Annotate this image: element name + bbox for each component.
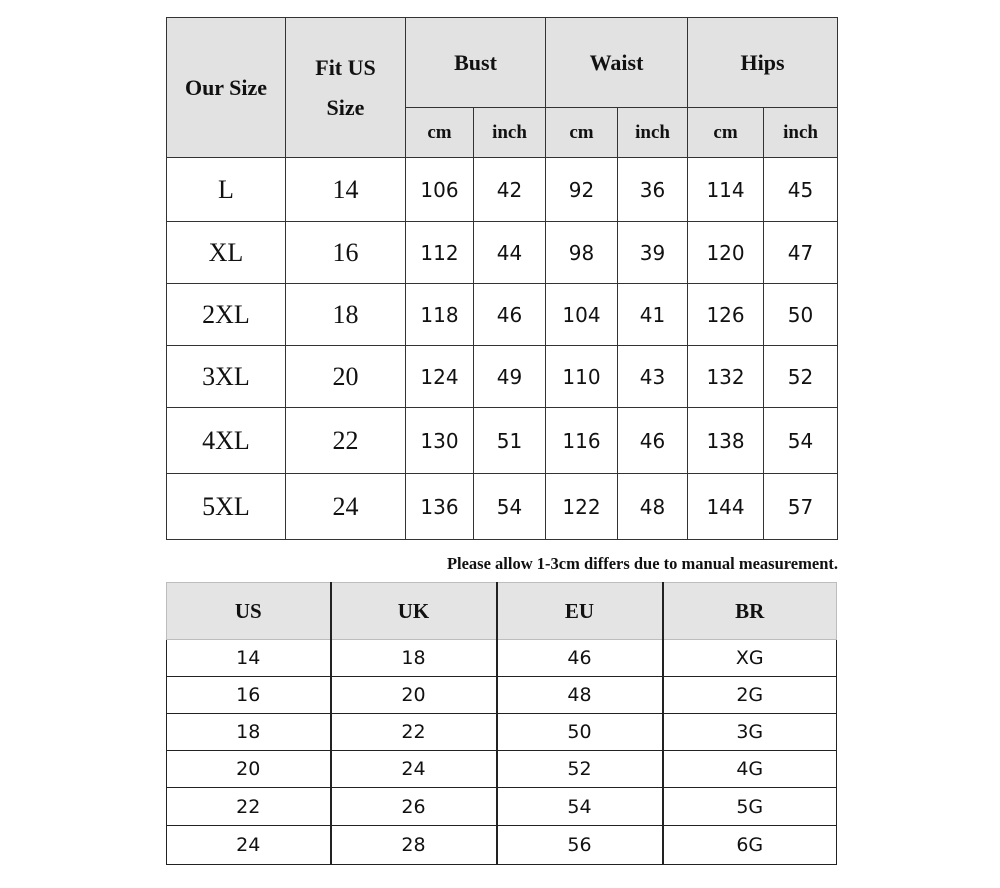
measurement-note: Please allow 1-3cm differs due to manual measurement. [446,554,838,573]
waist-inch-cell: 39 [618,222,688,284]
uk-cell: 26 [331,788,497,826]
bust-cm-cell: 112 [406,222,474,284]
us-size-cell: 22 [286,408,406,474]
size-row [167,158,838,222]
eu-cell: 52 [497,751,663,788]
us-size-cell: 18 [286,284,406,346]
size-cell: L [167,158,286,222]
hips-inch-cell: 54 [764,408,838,474]
conversion-row [167,640,837,677]
conversion-row [167,788,837,826]
br-cell: XG [663,640,837,677]
us-size-cell: 16 [286,222,406,284]
waist-cm-cell: 122 [546,474,618,540]
size-cell: 3XL [167,346,286,408]
header-eu: EU [497,583,663,640]
header-uk: UK [331,583,497,640]
eu-cell: 50 [497,714,663,751]
size-chart-body [167,158,838,540]
conversion-row [167,751,837,788]
size-row [167,284,838,346]
bust-cm-cell: 106 [406,158,474,222]
header-bust-cm: cm [406,108,474,158]
us-cell: 18 [167,714,331,751]
hips-cm-cell: 120 [688,222,764,284]
bust-cm-cell: 130 [406,408,474,474]
bust-inch-cell: 42 [474,158,546,222]
header-fit-size: Size [326,94,365,120]
size-row [167,474,838,540]
us-cell: 24 [167,826,331,865]
us-size-cell: 14 [286,158,406,222]
header-our-size: Our Size [167,18,286,158]
size-row [167,346,838,408]
us-cell: 14 [167,640,331,677]
uk-cell: 24 [331,751,497,788]
conversion-row [167,677,837,714]
hips-cm-cell: 138 [688,408,764,474]
hips-inch-cell: 47 [764,222,838,284]
header-fit-us: Fit US [315,54,376,80]
hips-cm-cell: 126 [688,284,764,346]
bust-inch-cell: 51 [474,408,546,474]
header-waist-cm: cm [546,108,618,158]
eu-cell: 54 [497,788,663,826]
waist-cm-cell: 104 [546,284,618,346]
header-fit-us-size [286,18,406,158]
size-chart-table [166,17,838,540]
hips-cm-cell: 132 [688,346,764,408]
conversion-row [167,714,837,751]
us-cell: 20 [167,751,331,788]
bust-inch-cell: 46 [474,284,546,346]
waist-cm-cell: 98 [546,222,618,284]
bust-inch-cell: 44 [474,222,546,284]
conversion-body [167,640,837,865]
header-hips: Hips [688,18,838,108]
bust-inch-cell: 54 [474,474,546,540]
header-hips-cm: cm [688,108,764,158]
uk-cell: 22 [331,714,497,751]
us-size-cell: 24 [286,474,406,540]
waist-inch-cell: 41 [618,284,688,346]
hips-inch-cell: 50 [764,284,838,346]
size-cell: XL [167,222,286,284]
uk-cell: 20 [331,677,497,714]
size-conversion-table [166,582,837,865]
us-cell: 22 [167,788,331,826]
br-cell: 3G [663,714,837,751]
hips-cm-cell: 144 [688,474,764,540]
conversion-row [167,826,837,865]
header-hips-inch: inch [764,108,838,158]
header-br: BR [663,583,837,640]
eu-cell: 48 [497,677,663,714]
hips-inch-cell: 57 [764,474,838,540]
bust-cm-cell: 118 [406,284,474,346]
waist-cm-cell: 116 [546,408,618,474]
header-us: US [167,583,331,640]
waist-inch-cell: 43 [618,346,688,408]
waist-inch-cell: 46 [618,408,688,474]
bust-cm-cell: 136 [406,474,474,540]
uk-cell: 18 [331,640,497,677]
eu-cell: 56 [497,826,663,865]
hips-cm-cell: 114 [688,158,764,222]
us-size-cell: 20 [286,346,406,408]
bust-inch-cell: 49 [474,346,546,408]
size-row [167,222,838,284]
br-cell: 5G [663,788,837,826]
waist-cm-cell: 110 [546,346,618,408]
header-waist: Waist [546,18,688,108]
size-row [167,408,838,474]
hips-inch-cell: 52 [764,346,838,408]
waist-inch-cell: 48 [618,474,688,540]
us-cell: 16 [167,677,331,714]
bust-cm-cell: 124 [406,346,474,408]
header-bust: Bust [406,18,546,108]
eu-cell: 46 [497,640,663,677]
br-cell: 6G [663,826,837,865]
br-cell: 2G [663,677,837,714]
br-cell: 4G [663,751,837,788]
waist-inch-cell: 36 [618,158,688,222]
size-cell: 4XL [167,408,286,474]
waist-cm-cell: 92 [546,158,618,222]
size-cell: 2XL [167,284,286,346]
header-waist-inch: inch [618,108,688,158]
size-cell: 5XL [167,474,286,540]
header-bust-inch: inch [474,108,546,158]
hips-inch-cell: 45 [764,158,838,222]
uk-cell: 28 [331,826,497,865]
